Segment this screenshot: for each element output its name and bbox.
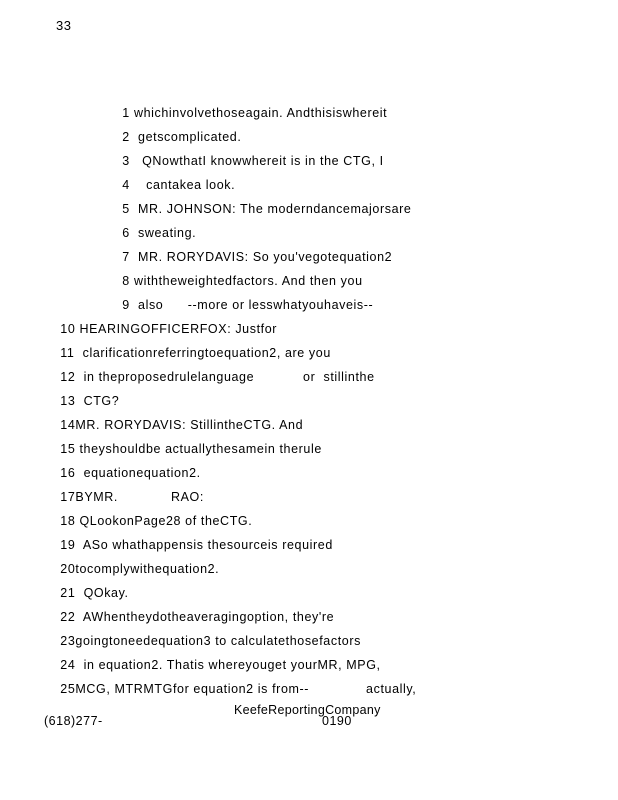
line-text: sweating. [138,226,197,240]
line-number: 19 [60,538,76,552]
line-text: cantakea look. [146,178,236,192]
line-number: 20 [60,562,76,576]
line-text: HEARINGOFFICERFOX: Justfor [79,322,278,336]
line-number: 7 [122,250,130,264]
line-text: in theproposedrulelanguage or stillinthe [83,370,375,384]
line-number: 4 [122,178,130,192]
line-number: 2 [122,130,130,144]
line-text: BYMR. RAO: [75,490,204,504]
line-text: QNowthatI knowwhereit is in the CTG, I [142,154,384,168]
line-number: 3 [122,154,130,168]
footer-phone-suffix: 0190 [322,714,352,728]
line-number: 10 [60,322,76,336]
line-text: getscomplicated. [138,130,242,144]
footer-company: KeefeReportingCompany [234,703,381,717]
line-number: 8 [122,274,130,288]
line-text: tocomplywithequation2. [75,562,220,576]
line-text: equationequation2. [83,466,201,480]
line-text: MR. JOHNSON: The moderndancemajorsare [138,202,412,216]
line-text: in equation2. Thatis whereyouget yourMR, MPG, [83,658,381,672]
line-text: withtheweightedfactors. And then you [133,274,363,288]
line-text: theyshouldbe actuallythesamein therule [79,442,322,456]
line-text: clarificationreferringtoequation2, are you [82,346,331,360]
line-number: 22 [60,610,76,624]
line-text: MR. RORYDAVIS: So you'vegotequation2 [138,250,393,264]
line-number: 6 [122,226,130,240]
line-number: 24 [60,658,76,672]
line-number: 16 [60,466,76,480]
line-number: 9 [122,298,130,312]
line-text: MR. RORYDAVIS: StillintheCTG. And [75,418,304,432]
line-text: QLookonPage28 of theCTG. [79,514,253,528]
line-number: 5 [122,202,130,216]
line-text: whichinvolvethoseagain. Andthisiswhereit [133,106,388,120]
line-text: MCG, MTRMTGfor equation2 is from-- actually, [75,682,417,696]
line-text: AWhentheydotheaveragingoption, they're [82,610,335,624]
line-number: 12 [60,370,76,384]
line-text: CTG? [83,394,120,408]
line-number: 18 [60,514,76,528]
line-number: 21 [60,586,76,600]
line-number: 25 [60,682,76,696]
line-number: 13 [60,394,76,408]
line-number: 11 [60,346,75,360]
line-number: 14 [60,418,76,432]
line-number: 17 [60,490,76,504]
line-text: also --more or lesswhatyouhaveis-- [138,298,374,312]
line-text: QOkay. [83,586,129,600]
line-text: goingtoneedequation3 to calculatethosefactors [75,634,361,648]
line-number: 23 [60,634,76,648]
line-number: 1 [122,106,130,120]
page-number: 33 [56,18,72,33]
line-number: 15 [60,442,76,456]
footer-phone: (618)277- [44,714,103,728]
line-text: ASo whathappensis thesourceis required [82,538,333,552]
